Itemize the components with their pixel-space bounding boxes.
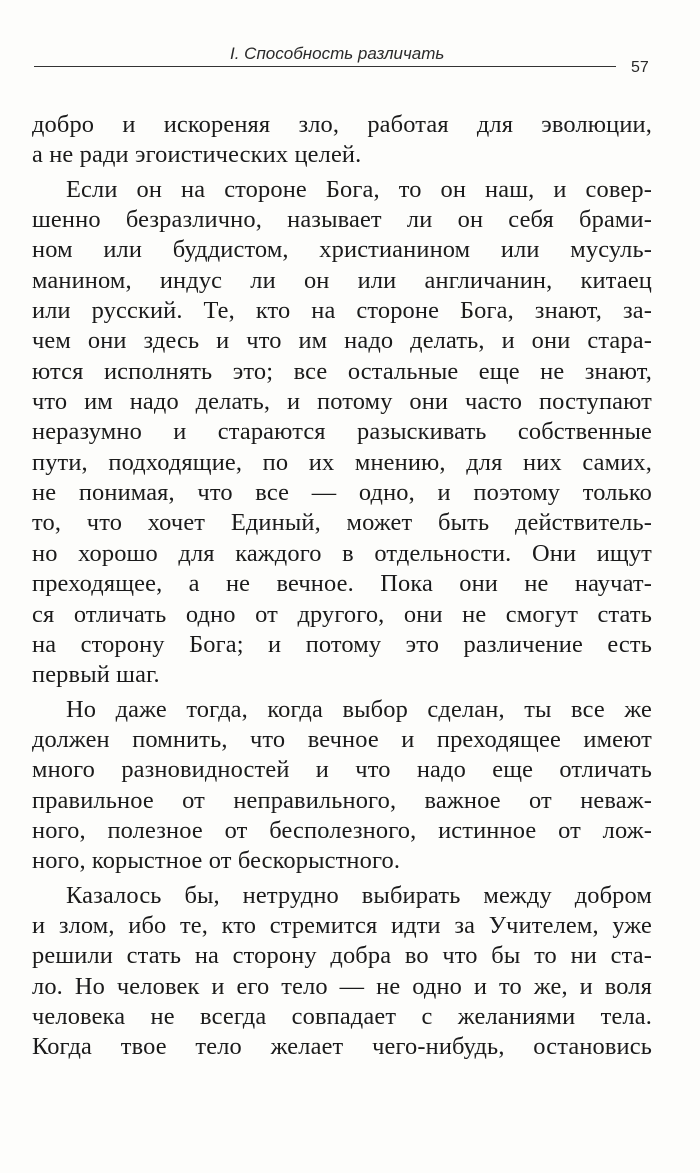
text-line: ся отличать одно от другого, они не смогут стать (32, 600, 652, 628)
text-line: а не ради эгоистических целей. (32, 141, 362, 169)
text-line: не понимая, что все — одно, и поэтому только (32, 479, 652, 507)
text-line: много разновидностей и что надо еще отличать (32, 756, 652, 784)
text-line: ного, корыстное от бескорыстного. (32, 847, 401, 875)
page-header (34, 44, 664, 84)
text-line: или русский. Те, кто на стороне Бога, знают, за- (32, 297, 652, 325)
text-line: добро и искореняя зло, работая для эволюции, (32, 111, 652, 138)
text-line: чем они здесь и что им надо делать, и они стара- (32, 327, 652, 355)
text-line: Но даже тогда, когда выбор сделан, ты все же (66, 695, 652, 723)
text-line: преходящее, а не вечное. Пока они не научат- (32, 570, 652, 598)
text-line: манином, индус ли он или англичанин, китаец (32, 266, 652, 294)
page-number: 57 (631, 59, 649, 76)
text-line: неразумно и стараются разыскивать собственные (32, 418, 652, 446)
text-line: ном или буддистом, христианином или мусуль- (32, 236, 652, 264)
text-line: человека не всегда совпадает с желаниями тела. (32, 1002, 652, 1030)
text-line: решили стать на сторону добра во что бы то ни ста- (32, 942, 652, 970)
text-line: ло. Но человек и его тело — не одно и то же, и воля (32, 972, 652, 1000)
text-line: шенно безразлично, называет ли он себя брами- (32, 206, 652, 234)
running-title: I. Способность различать (230, 44, 445, 63)
text-line: первый шаг. (32, 661, 160, 689)
text-line: Казалось бы, нетрудно выбирать между добром (66, 881, 652, 909)
text-line: Если он на стороне Бога, то он наш, и совер- (66, 175, 652, 203)
text-line: правильное от неправильного, важное от неваж- (32, 786, 652, 814)
text-line: должен помнить, что вечное и преходящее имеют (32, 725, 652, 753)
header-rule (34, 66, 616, 67)
text-line: Когда твое тело желает чего-нибудь, остановись (32, 1033, 652, 1061)
text-line: ного, полезное от бесполезного, истинное от лож- (32, 816, 652, 844)
text-line: то, что хочет Единый, может быть действитель- (32, 509, 652, 537)
text-line: ются исполнять это; все остальные еще не знают, (32, 357, 652, 385)
text-line: что им надо делать, и потому они часто поступают (32, 388, 652, 416)
text-line: на сторону Бога; и потому это различение есть (32, 630, 652, 658)
body-text (32, 110, 652, 1063)
text-line: пути, подходящие, по их мнению, для них самих, (32, 448, 652, 476)
text-line: но хорошо для каждого в отдельности. Они ищут (32, 539, 652, 567)
text-line: и злом, ибо те, кто стремится идти за Учителем, уже (32, 911, 652, 939)
